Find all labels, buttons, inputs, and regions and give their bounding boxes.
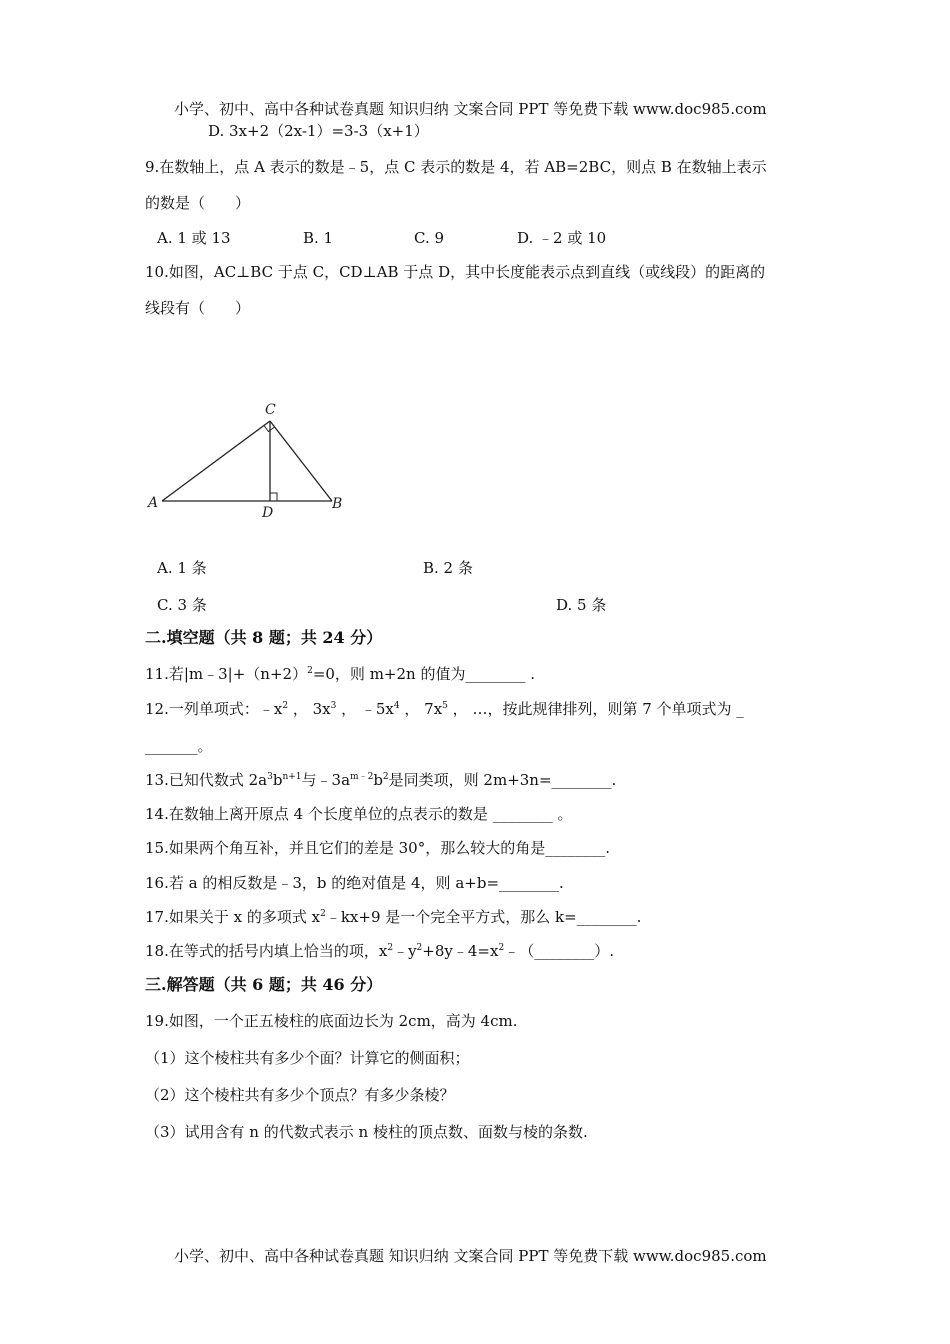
- label-d: D: [262, 505, 274, 521]
- right-angle-mark-d: [270, 493, 277, 501]
- q19-sub2: （2）这个棱柱共有多少个顶点？有多少条棱？: [145, 1086, 455, 1104]
- right-angle-mark-c: [264, 426, 275, 432]
- section3-title: 三.解答题（共 6 题；共 46 分）: [145, 975, 383, 994]
- q19-sub1: （1）这个棱柱共有多少个面？计算它的侧面积；: [145, 1049, 470, 1067]
- q15: 15.如果两个角互补，并且它们的差是 30°，那么较大的角是________.: [145, 839, 610, 857]
- q10-option-a: A. 1 条: [157, 559, 207, 577]
- section2-title: 二.填空题（共 8 题；共 24 分）: [145, 628, 383, 647]
- q13: 13.已知代数式 $2a^3b^{n+1}$与$﹣3a^{m﹣2}b^2$是同类项，则 2m+3n=________.: [145, 771, 617, 789]
- q18: 18.在等式的括号内填上恰当的项，$x^2﹣y^2+8y﹣4=x^2﹣(\_\_\_\_\_\_\_\_)$.: [145, 942, 614, 960]
- segment-ac: [162, 421, 270, 501]
- q19-stem: 19.如图，一个正五棱柱的底面边长为 2cm，高为 4cm.: [145, 1012, 518, 1030]
- q8-option-d: D. 3x+2（2x-1）=3-3（x+1）: [208, 122, 429, 140]
- q10-stem-line1: 10.如图，AC⊥BC 于点 C，CD⊥AB 于点 D，其中长度能表示点到直线（或线段）的距离的: [145, 263, 766, 281]
- q9-stem-line1: 9.在数轴上，点 A 表示的数是﹣5，点 C 表示的数是 4，若 AB=2BC，则点 B 在数轴上表示: [145, 158, 767, 176]
- q17: 17.如果关于 x 的多项式 $x^2﹣kx+9$ 是一个完全平方式，那么 k=________.: [145, 908, 642, 926]
- q9-option-b: B. 1: [303, 229, 334, 247]
- label-b: B: [332, 496, 343, 512]
- page-footer: 小学、初中、高中各种试卷真题 知识归纳 文案合同 PPT 等免费下载 www.doc985.com: [174, 1247, 767, 1265]
- q9-option-a: A. 1 或 13: [157, 229, 231, 247]
- q9-option-d: D. ﹣2 或 10: [517, 229, 607, 247]
- q14: 14.在数轴上离开原点 4 个长度单位的点表示的数是 ________ 。: [145, 805, 573, 823]
- q12-line1: 12.一列单项式：$﹣x^2$ ， $3x^3$ ， $﹣5x^4$ ， $7x^5$ ， …，按此规律排列，则第 7 个单项式为 _: [145, 700, 744, 718]
- q9-stem-line2: 的数是（ ）: [145, 194, 251, 212]
- q10-option-b: B. 2 条: [423, 559, 473, 577]
- q10-stem-line2: 线段有（ ）: [145, 299, 251, 317]
- q10-option-c: C. 3 条: [157, 596, 207, 614]
- label-a: A: [148, 495, 159, 511]
- label-c: C: [265, 402, 276, 418]
- q16: 16.若 a 的相反数是﹣3，b 的绝对值是 4，则 a+b=________.: [145, 874, 564, 892]
- q19-sub3: （3）试用含有 n 的代数式表示 n 棱柱的顶点数、面数与棱的条数.: [145, 1123, 588, 1141]
- segment-bc: [270, 421, 332, 501]
- triangle-figure: [140, 396, 360, 526]
- q9-option-c: C. 9: [414, 229, 445, 247]
- q12-line2: _______。: [145, 737, 213, 755]
- page-header: 小学、初中、高中各种试卷真题 知识归纳 文案合同 PPT 等免费下载 www.doc985.com: [174, 100, 767, 118]
- q11: 11.若$|m﹣3|+(n+2)^2=0$，则 m+2n 的值为________ .: [145, 665, 535, 683]
- q10-option-d: D. 5 条: [556, 596, 607, 614]
